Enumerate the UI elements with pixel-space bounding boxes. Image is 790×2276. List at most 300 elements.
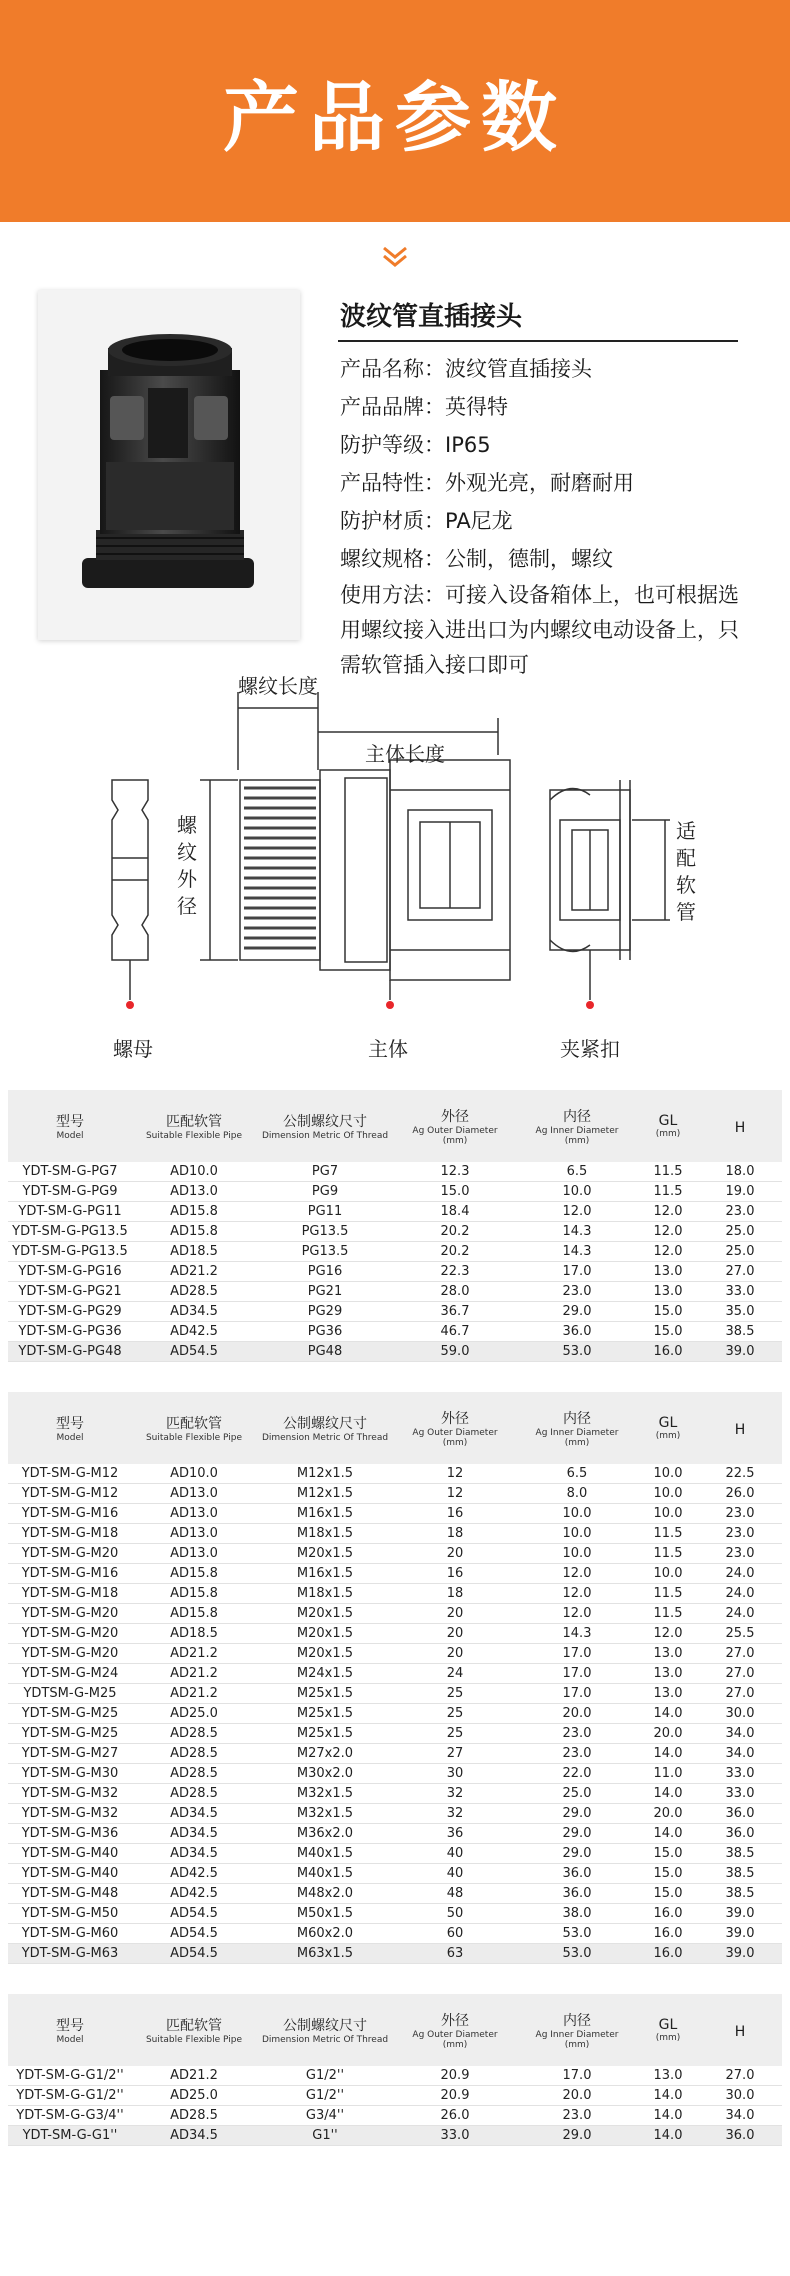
- cell-inner-diameter: 29.0: [516, 1844, 638, 1864]
- cell-outer-diameter: 12.3: [394, 1162, 516, 1182]
- table-row: [8, 1784, 782, 1804]
- label-body: 主体: [368, 1037, 408, 1061]
- cell-outer-diameter: 12: [394, 1484, 516, 1504]
- table-row: [8, 1544, 782, 1564]
- cell-hose: AD15.8: [132, 1564, 256, 1584]
- cell-inner-diameter: 29.0: [516, 2126, 638, 2146]
- cell-hose: AD54.5: [132, 1342, 256, 1362]
- cell-outer-diameter: 46.7: [394, 1322, 516, 1342]
- cell-hose: AD25.0: [132, 2086, 256, 2106]
- cell-thread: M40x1.5: [256, 1844, 394, 1864]
- cell-thread: PG7: [256, 1162, 394, 1182]
- cell-hose: AD15.8: [132, 1584, 256, 1604]
- cell-gl: 13.0: [638, 1684, 698, 1704]
- col-thread: 公制螺纹尺寸 Dimension Metric Of Thread: [261, 2018, 389, 2045]
- cell-model: YDT-SM-G-M25: [8, 1724, 132, 1744]
- cell-h: 34.0: [698, 2106, 782, 2126]
- cell-h: 24.0: [698, 1604, 782, 1624]
- spec-table-metric: [8, 1392, 782, 1964]
- label-clip: 夹紧扣: [560, 1037, 620, 1061]
- cell-h: 38.5: [698, 1864, 782, 1884]
- table-row: [8, 1282, 782, 1302]
- cell-inner-diameter: 22.0: [516, 1764, 638, 1784]
- col-model: 型号 Model: [56, 2018, 84, 2045]
- cell-gl: 13.0: [638, 1262, 698, 1282]
- cell-model: YDT-SM-G-G3/4'': [8, 2106, 132, 2126]
- cell-model: YDT-SM-G-PG7: [8, 1162, 132, 1182]
- spec-material: 防护材质：PA尼龙: [340, 509, 513, 533]
- table-row: [8, 1524, 782, 1544]
- cell-h: 24.0: [698, 1564, 782, 1584]
- cell-model: YDT-SM-G-PG36: [8, 1322, 132, 1342]
- cell-gl: 14.0: [638, 1824, 698, 1844]
- cell-model: YDT-SM-G-M16: [8, 1504, 132, 1524]
- cell-gl: 12.0: [638, 1242, 698, 1262]
- table-row: [8, 1924, 782, 1944]
- cell-inner-diameter: 53.0: [516, 1944, 638, 1964]
- cell-thread: M16x1.5: [256, 1504, 394, 1524]
- cell-inner-diameter: 17.0: [516, 1684, 638, 1704]
- cell-inner-diameter: 38.0: [516, 1904, 638, 1924]
- cell-hose: AD13.0: [132, 1484, 256, 1504]
- cell-thread: M20x1.5: [256, 1604, 394, 1624]
- cell-h: 18.0: [698, 1162, 782, 1182]
- table-row: [8, 1604, 782, 1624]
- cell-inner-diameter: 29.0: [516, 1824, 638, 1844]
- cell-h: 24.0: [698, 1584, 782, 1604]
- cell-model: YDT-SM-G-M18: [8, 1524, 132, 1544]
- cell-h: 27.0: [698, 1684, 782, 1704]
- cell-hose: AD10.0: [132, 1162, 256, 1182]
- col-gl: GL (mm): [655, 1113, 681, 1139]
- cell-model: YDT-SM-G-M40: [8, 1864, 132, 1884]
- cell-thread: G1/2'': [256, 2086, 394, 2106]
- cell-thread: PG36: [256, 1322, 394, 1342]
- cell-outer-diameter: 32: [394, 1784, 516, 1804]
- spec-name: 产品名称：波纹管直插接头: [340, 357, 592, 381]
- cell-gl: 16.0: [638, 1342, 698, 1362]
- page-title: 产品参数: [223, 72, 567, 162]
- cell-thread: M30x2.0: [256, 1764, 394, 1784]
- cell-inner-diameter: 14.3: [516, 1222, 638, 1242]
- cell-outer-diameter: 16: [394, 1564, 516, 1584]
- cell-hose: AD13.0: [132, 1524, 256, 1544]
- cell-inner-diameter: 14.3: [516, 1624, 638, 1644]
- technical-diagram: [0, 670, 790, 1090]
- spec-feature: 产品特性：外观光亮，耐磨耐用: [340, 471, 634, 495]
- col-gl: GL (mm): [655, 1415, 681, 1441]
- cell-inner-diameter: 20.0: [516, 2086, 638, 2106]
- table-row: [8, 1262, 782, 1282]
- cell-hose: AD18.5: [132, 1624, 256, 1644]
- cell-thread: PG21: [256, 1282, 394, 1302]
- table-row: [8, 1944, 782, 1964]
- cell-thread: PG11: [256, 1202, 394, 1222]
- cell-inner-diameter: 12.0: [516, 1564, 638, 1584]
- cell-hose: AD15.8: [132, 1222, 256, 1242]
- cell-thread: PG48: [256, 1342, 394, 1362]
- cell-inner-diameter: 29.0: [516, 1302, 638, 1322]
- col-hose: 匹配软管 Suitable Flexible Pipe: [145, 1114, 243, 1141]
- cell-hose: AD34.5: [132, 2126, 256, 2146]
- cell-gl: 15.0: [638, 1844, 698, 1864]
- table-row: [8, 1704, 782, 1724]
- cell-gl: 12.0: [638, 1624, 698, 1644]
- spec-table-g: [8, 1994, 782, 2146]
- cell-hose: AD21.2: [132, 1644, 256, 1664]
- cell-thread: M18x1.5: [256, 1524, 394, 1544]
- cell-inner-diameter: 17.0: [516, 1664, 638, 1684]
- cell-thread: M20x1.5: [256, 1544, 394, 1564]
- cell-outer-diameter: 22.3: [394, 1262, 516, 1282]
- cell-hose: AD15.8: [132, 1604, 256, 1624]
- cell-hose: AD21.2: [132, 2066, 256, 2086]
- cell-h: 33.0: [698, 1784, 782, 1804]
- cell-model: YDT-SM-G-PG21: [8, 1282, 132, 1302]
- cell-h: 33.0: [698, 1282, 782, 1302]
- cell-thread: M12x1.5: [256, 1484, 394, 1504]
- cell-outer-diameter: 20.9: [394, 2086, 516, 2106]
- cell-gl: 10.0: [638, 1504, 698, 1524]
- cell-h: 38.5: [698, 1322, 782, 1342]
- cell-h: 34.0: [698, 1744, 782, 1764]
- cell-model: YDT-SM-G-G1'': [8, 2126, 132, 2146]
- product-title: 波纹管直插接头: [340, 302, 523, 332]
- cell-outer-diameter: 20: [394, 1544, 516, 1564]
- table-row: [8, 1162, 782, 1182]
- cell-h: 23.0: [698, 1524, 782, 1544]
- cell-h: 27.0: [698, 1262, 782, 1282]
- cell-gl: 16.0: [638, 1904, 698, 1924]
- cell-thread: PG13.5: [256, 1242, 394, 1262]
- cell-hose: AD10.0: [132, 1464, 256, 1484]
- cell-h: 27.0: [698, 2066, 782, 2086]
- table-row: [8, 1342, 782, 1362]
- cell-gl: 20.0: [638, 1724, 698, 1744]
- cell-gl: 11.5: [638, 1162, 698, 1182]
- cell-hose: AD42.5: [132, 1884, 256, 1904]
- cell-h: 36.0: [698, 1824, 782, 1844]
- cell-inner-diameter: 53.0: [516, 1342, 638, 1362]
- table-row: [8, 1182, 782, 1202]
- cell-outer-diameter: 15.0: [394, 1182, 516, 1202]
- table-row: [8, 1884, 782, 1904]
- cell-gl: 11.5: [638, 1524, 698, 1544]
- cell-outer-diameter: 25: [394, 1724, 516, 1744]
- cell-gl: 13.0: [638, 1644, 698, 1664]
- cell-outer-diameter: 63: [394, 1944, 516, 1964]
- cell-outer-diameter: 20.2: [394, 1222, 516, 1242]
- cell-thread: M25x1.5: [256, 1724, 394, 1744]
- cell-inner-diameter: 14.3: [516, 1242, 638, 1262]
- col-inner-diameter: 内径 Ag Inner Diameter (mm): [535, 1109, 619, 1146]
- table-row: [8, 1664, 782, 1684]
- spec-table-g-wrap: [8, 1994, 782, 2146]
- cell-thread: M32x1.5: [256, 1804, 394, 1824]
- cell-model: YDT-SM-G-M20: [8, 1624, 132, 1644]
- cell-model: YDT-SM-G-M30: [8, 1764, 132, 1784]
- cell-gl: 13.0: [638, 1282, 698, 1302]
- table-row: [8, 2126, 782, 2146]
- chevron-down-icon: [0, 222, 790, 270]
- cell-gl: 13.0: [638, 1664, 698, 1684]
- cell-thread: M16x1.5: [256, 1564, 394, 1584]
- cell-hose: AD28.5: [132, 1764, 256, 1784]
- cell-model: YDT-SM-G-M50: [8, 1904, 132, 1924]
- spec-list: [340, 350, 750, 683]
- col-h: H: [734, 1119, 746, 1136]
- col-thread: 公制螺纹尺寸 Dimension Metric Of Thread: [261, 1416, 389, 1443]
- col-gl: GL (mm): [655, 2017, 681, 2043]
- cell-hose: AD34.5: [132, 1824, 256, 1844]
- cell-outer-diameter: 18.4: [394, 1202, 516, 1222]
- cell-h: 39.0: [698, 1944, 782, 1964]
- cell-inner-diameter: 10.0: [516, 1182, 638, 1202]
- table-row: [8, 1744, 782, 1764]
- cell-gl: 11.0: [638, 1764, 698, 1784]
- cell-model: YDT-SM-G-PG9: [8, 1182, 132, 1202]
- cell-thread: M63x1.5: [256, 1944, 394, 1964]
- cell-inner-diameter: 53.0: [516, 1924, 638, 1944]
- cell-thread: M36x2.0: [256, 1824, 394, 1844]
- table-row: [8, 1322, 782, 1342]
- cell-thread: PG9: [256, 1182, 394, 1202]
- cell-model: YDT-SM-G-M63: [8, 1944, 132, 1964]
- cell-hose: AD28.5: [132, 1724, 256, 1744]
- cell-outer-diameter: 33.0: [394, 2126, 516, 2146]
- cell-gl: 12.0: [638, 1202, 698, 1222]
- table-row: [8, 1644, 782, 1664]
- cell-h: 33.0: [698, 1764, 782, 1784]
- cell-model: YDT-SM-G-M32: [8, 1784, 132, 1804]
- cell-inner-diameter: 29.0: [516, 1804, 638, 1824]
- cell-gl: 15.0: [638, 1864, 698, 1884]
- cell-model: YDT-SM-G-PG16: [8, 1262, 132, 1282]
- cell-hose: AD34.5: [132, 1804, 256, 1824]
- cell-gl: 10.0: [638, 1464, 698, 1484]
- cell-gl: 16.0: [638, 1924, 698, 1944]
- cell-h: 22.5: [698, 1464, 782, 1484]
- cell-thread: M12x1.5: [256, 1464, 394, 1484]
- table-row: [8, 1864, 782, 1884]
- cell-hose: AD34.5: [132, 1844, 256, 1864]
- table-row: [8, 1764, 782, 1784]
- col-thread: 公制螺纹尺寸 Dimension Metric Of Thread: [261, 1114, 389, 1141]
- cell-thread: M18x1.5: [256, 1584, 394, 1604]
- table-row: [8, 1844, 782, 1864]
- col-h: H: [734, 1421, 746, 1438]
- cell-hose: AD42.5: [132, 1864, 256, 1884]
- cell-model: YDT-SM-G-PG13.5: [8, 1222, 132, 1242]
- cell-thread: PG16: [256, 1262, 394, 1282]
- cell-outer-diameter: 32: [394, 1804, 516, 1824]
- cell-model: YDT-SM-G-M40: [8, 1844, 132, 1864]
- cell-outer-diameter: 18: [394, 1584, 516, 1604]
- cell-h: 36.0: [698, 2126, 782, 2146]
- cell-outer-diameter: 16: [394, 1504, 516, 1524]
- cell-outer-diameter: 48: [394, 1884, 516, 1904]
- spec-table-metric-wrap: [8, 1392, 782, 1964]
- cell-outer-diameter: 40: [394, 1864, 516, 1884]
- cell-model: YDT-SM-G-G1/2'': [8, 2066, 132, 2086]
- label-fit-hose: 适配软管: [676, 819, 696, 924]
- col-h: H: [734, 2023, 746, 2040]
- cell-thread: G3/4'': [256, 2106, 394, 2126]
- cell-model: YDT-SM-G-M60: [8, 1924, 132, 1944]
- cell-h: 25.0: [698, 1242, 782, 1262]
- cell-inner-diameter: 12.0: [516, 1202, 638, 1222]
- cell-outer-diameter: 27: [394, 1744, 516, 1764]
- cell-inner-diameter: 12.0: [516, 1604, 638, 1624]
- table-row: [8, 1222, 782, 1242]
- cell-h: 39.0: [698, 1342, 782, 1362]
- cell-gl: 14.0: [638, 2086, 698, 2106]
- cell-hose: AD25.0: [132, 1704, 256, 1724]
- spec-protection: 防护等级：IP65: [340, 433, 491, 457]
- cell-inner-diameter: 10.0: [516, 1544, 638, 1564]
- cell-h: 38.5: [698, 1844, 782, 1864]
- cell-model: YDT-SM-G-M20: [8, 1544, 132, 1564]
- cell-h: 19.0: [698, 1182, 782, 1202]
- cell-inner-diameter: 17.0: [516, 1644, 638, 1664]
- cell-inner-diameter: 23.0: [516, 1724, 638, 1744]
- divider: [338, 340, 738, 342]
- cell-gl: 11.5: [638, 1182, 698, 1202]
- cell-hose: AD18.5: [132, 1242, 256, 1262]
- cell-model: YDT-SM-G-M12: [8, 1464, 132, 1484]
- cell-h: 26.0: [698, 1484, 782, 1504]
- cell-hose: AD54.5: [132, 1904, 256, 1924]
- cell-hose: AD28.5: [132, 2106, 256, 2126]
- cell-model: YDT-SM-G-M20: [8, 1644, 132, 1664]
- table-row: [8, 2066, 782, 2086]
- label-thread-od: 螺纹外径: [177, 813, 197, 918]
- table-row: [8, 1302, 782, 1322]
- cell-thread: M25x1.5: [256, 1704, 394, 1724]
- header-banner: [0, 0, 790, 222]
- cell-h: 30.0: [698, 1704, 782, 1724]
- cell-hose: AD15.8: [132, 1202, 256, 1222]
- cell-thread: PG13.5: [256, 1222, 394, 1242]
- cell-outer-diameter: 40: [394, 1844, 516, 1864]
- cell-model: YDT-SM-G-M12: [8, 1484, 132, 1504]
- cell-hose: AD21.2: [132, 1664, 256, 1684]
- cell-thread: M60x2.0: [256, 1924, 394, 1944]
- cell-hose: AD13.0: [132, 1504, 256, 1524]
- cell-inner-diameter: 17.0: [516, 1262, 638, 1282]
- spec-table-pg: [8, 1090, 782, 1362]
- cell-thread: M24x1.5: [256, 1664, 394, 1684]
- table-row: [8, 1804, 782, 1824]
- cell-inner-diameter: 20.0: [516, 1704, 638, 1724]
- cell-outer-diameter: 18: [394, 1524, 516, 1544]
- cell-thread: PG29: [256, 1302, 394, 1322]
- cell-outer-diameter: 20: [394, 1644, 516, 1664]
- cell-gl: 16.0: [638, 1944, 698, 1964]
- table-row: [8, 2086, 782, 2106]
- cell-gl: 14.0: [638, 1784, 698, 1804]
- cell-hose: AD13.0: [132, 1182, 256, 1202]
- label-nut: 螺母: [113, 1037, 153, 1061]
- cell-gl: 14.0: [638, 1704, 698, 1724]
- cell-inner-diameter: 36.0: [516, 1322, 638, 1342]
- cell-h: 23.0: [698, 1202, 782, 1222]
- label-thread-length: 螺纹长度: [238, 674, 318, 698]
- cell-outer-diameter: 20.9: [394, 2066, 516, 2086]
- cell-hose: AD34.5: [132, 1302, 256, 1322]
- cell-hose: AD54.5: [132, 1944, 256, 1964]
- cell-inner-diameter: 6.5: [516, 1464, 638, 1484]
- cell-outer-diameter: 26.0: [394, 2106, 516, 2126]
- cell-outer-diameter: 60: [394, 1924, 516, 1944]
- cell-gl: 14.0: [638, 2106, 698, 2126]
- table-row: [8, 1504, 782, 1524]
- col-outer-diameter: 外径 Ag Outer Diameter (mm): [412, 1411, 498, 1448]
- cell-gl: 14.0: [638, 2126, 698, 2146]
- cell-outer-diameter: 30: [394, 1764, 516, 1784]
- col-hose: 匹配软管 Suitable Flexible Pipe: [145, 1416, 243, 1443]
- diagram-drawing: [0, 670, 790, 1090]
- cell-model: YDT-SM-G-PG48: [8, 1342, 132, 1362]
- cell-hose: AD54.5: [132, 1924, 256, 1944]
- cell-hose: AD42.5: [132, 1322, 256, 1342]
- cell-inner-diameter: 10.0: [516, 1524, 638, 1544]
- cell-model: YDT-SM-G-M16: [8, 1564, 132, 1584]
- spec-thread: 螺纹规格：公制，德制，螺纹: [340, 547, 613, 571]
- cell-gl: 20.0: [638, 1804, 698, 1824]
- cell-h: 35.0: [698, 1302, 782, 1322]
- cell-gl: 14.0: [638, 1744, 698, 1764]
- cell-inner-diameter: 36.0: [516, 1884, 638, 1904]
- col-model: 型号 Model: [56, 1114, 84, 1141]
- cell-h: 27.0: [698, 1644, 782, 1664]
- label-body-length: 主体长度: [365, 742, 445, 766]
- cell-thread: M27x2.0: [256, 1744, 394, 1764]
- col-outer-diameter: 外径 Ag Outer Diameter (mm): [412, 1109, 498, 1146]
- cell-h: 23.0: [698, 1544, 782, 1564]
- cell-h: 38.5: [698, 1884, 782, 1904]
- cell-thread: G1/2'': [256, 2066, 394, 2086]
- table-row: [8, 2106, 782, 2126]
- cell-outer-diameter: 59.0: [394, 1342, 516, 1362]
- cell-outer-diameter: 12: [394, 1464, 516, 1484]
- cell-gl: 10.0: [638, 1564, 698, 1584]
- cell-hose: AD28.5: [132, 1744, 256, 1764]
- cell-outer-diameter: 28.0: [394, 1282, 516, 1302]
- cell-model: YDT-SM-G-PG13.5: [8, 1242, 132, 1262]
- table-row: [8, 1564, 782, 1584]
- spec-table-pg-wrap: [8, 1090, 782, 1362]
- cell-outer-diameter: 20.2: [394, 1242, 516, 1262]
- cell-hose: AD21.2: [132, 1262, 256, 1282]
- cell-model: YDT-SM-G-M32: [8, 1804, 132, 1824]
- cell-model: YDT-SM-G-PG11: [8, 1202, 132, 1222]
- cell-gl: 12.0: [638, 1222, 698, 1242]
- cell-thread: G1'': [256, 2126, 394, 2146]
- table-header-row: [8, 1392, 782, 1464]
- cell-gl: 11.5: [638, 1544, 698, 1564]
- cell-gl: 11.5: [638, 1604, 698, 1624]
- table-header-row: [8, 1994, 782, 2066]
- product-info-section: [0, 270, 790, 677]
- cell-model: YDT-SM-G-PG29: [8, 1302, 132, 1322]
- cell-outer-diameter: 20: [394, 1604, 516, 1624]
- cell-h: 39.0: [698, 1924, 782, 1944]
- cell-h: 36.0: [698, 1804, 782, 1824]
- table-row: [8, 1242, 782, 1262]
- cell-thread: M50x1.5: [256, 1904, 394, 1924]
- cell-thread: M20x1.5: [256, 1624, 394, 1644]
